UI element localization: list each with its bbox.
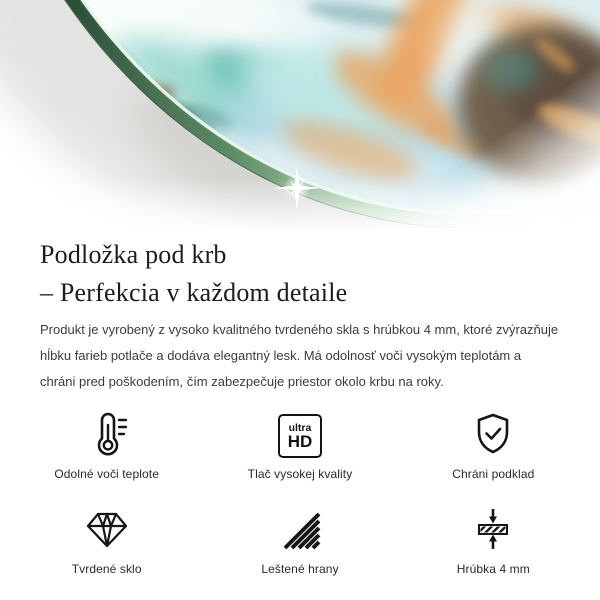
diamond-icon [83, 505, 131, 553]
feature-label: Chráni podklad [452, 467, 535, 481]
feature-protects-surface [397, 410, 590, 481]
ultra-hd-icon [278, 410, 322, 458]
ultra-hd-text-bottom: HD [287, 431, 313, 451]
page-title-line2: – Perfekcia v každom detaile [40, 278, 348, 307]
ultra-hd-text-top: ultra [288, 421, 312, 434]
product-photo [0, 0, 600, 234]
feature-tempered-glass [10, 505, 203, 576]
feature-polished-edges [203, 505, 396, 576]
page-title-line1: Podložka pod krb [40, 240, 227, 269]
feature-label: Hrúbka 4 mm [456, 562, 530, 576]
product-description: Produkt je vyrobený z vysoko kvalitného tvrdeného skla s hrúbkou 4 mm, ktoré zvýrazňuje hĺbku farieb potlače a dodáva elegantný lesk. Má odolnosť voči vysokým teplotám a chráni pred poškodením, čím zabezpečuje priestor okolo krbu na roky. [40, 322, 559, 389]
feature-label: Tvrdené sklo [71, 562, 142, 576]
feature-label: Odolné voči teplote [54, 467, 159, 481]
feature-print-quality [203, 410, 396, 481]
thickness-icon [469, 505, 517, 553]
feature-label: Tlač vysokej kvality [247, 467, 353, 481]
feature-heat-resistant [10, 410, 203, 481]
page-title [40, 236, 560, 312]
shield-check-icon [469, 410, 517, 458]
polished-edges-icon [276, 505, 324, 553]
features-grid [10, 410, 590, 576]
feature-thickness [397, 505, 590, 576]
product-copy [0, 234, 600, 576]
feature-label: Leštené hrany [261, 562, 339, 576]
thermometer-icon [83, 410, 131, 458]
